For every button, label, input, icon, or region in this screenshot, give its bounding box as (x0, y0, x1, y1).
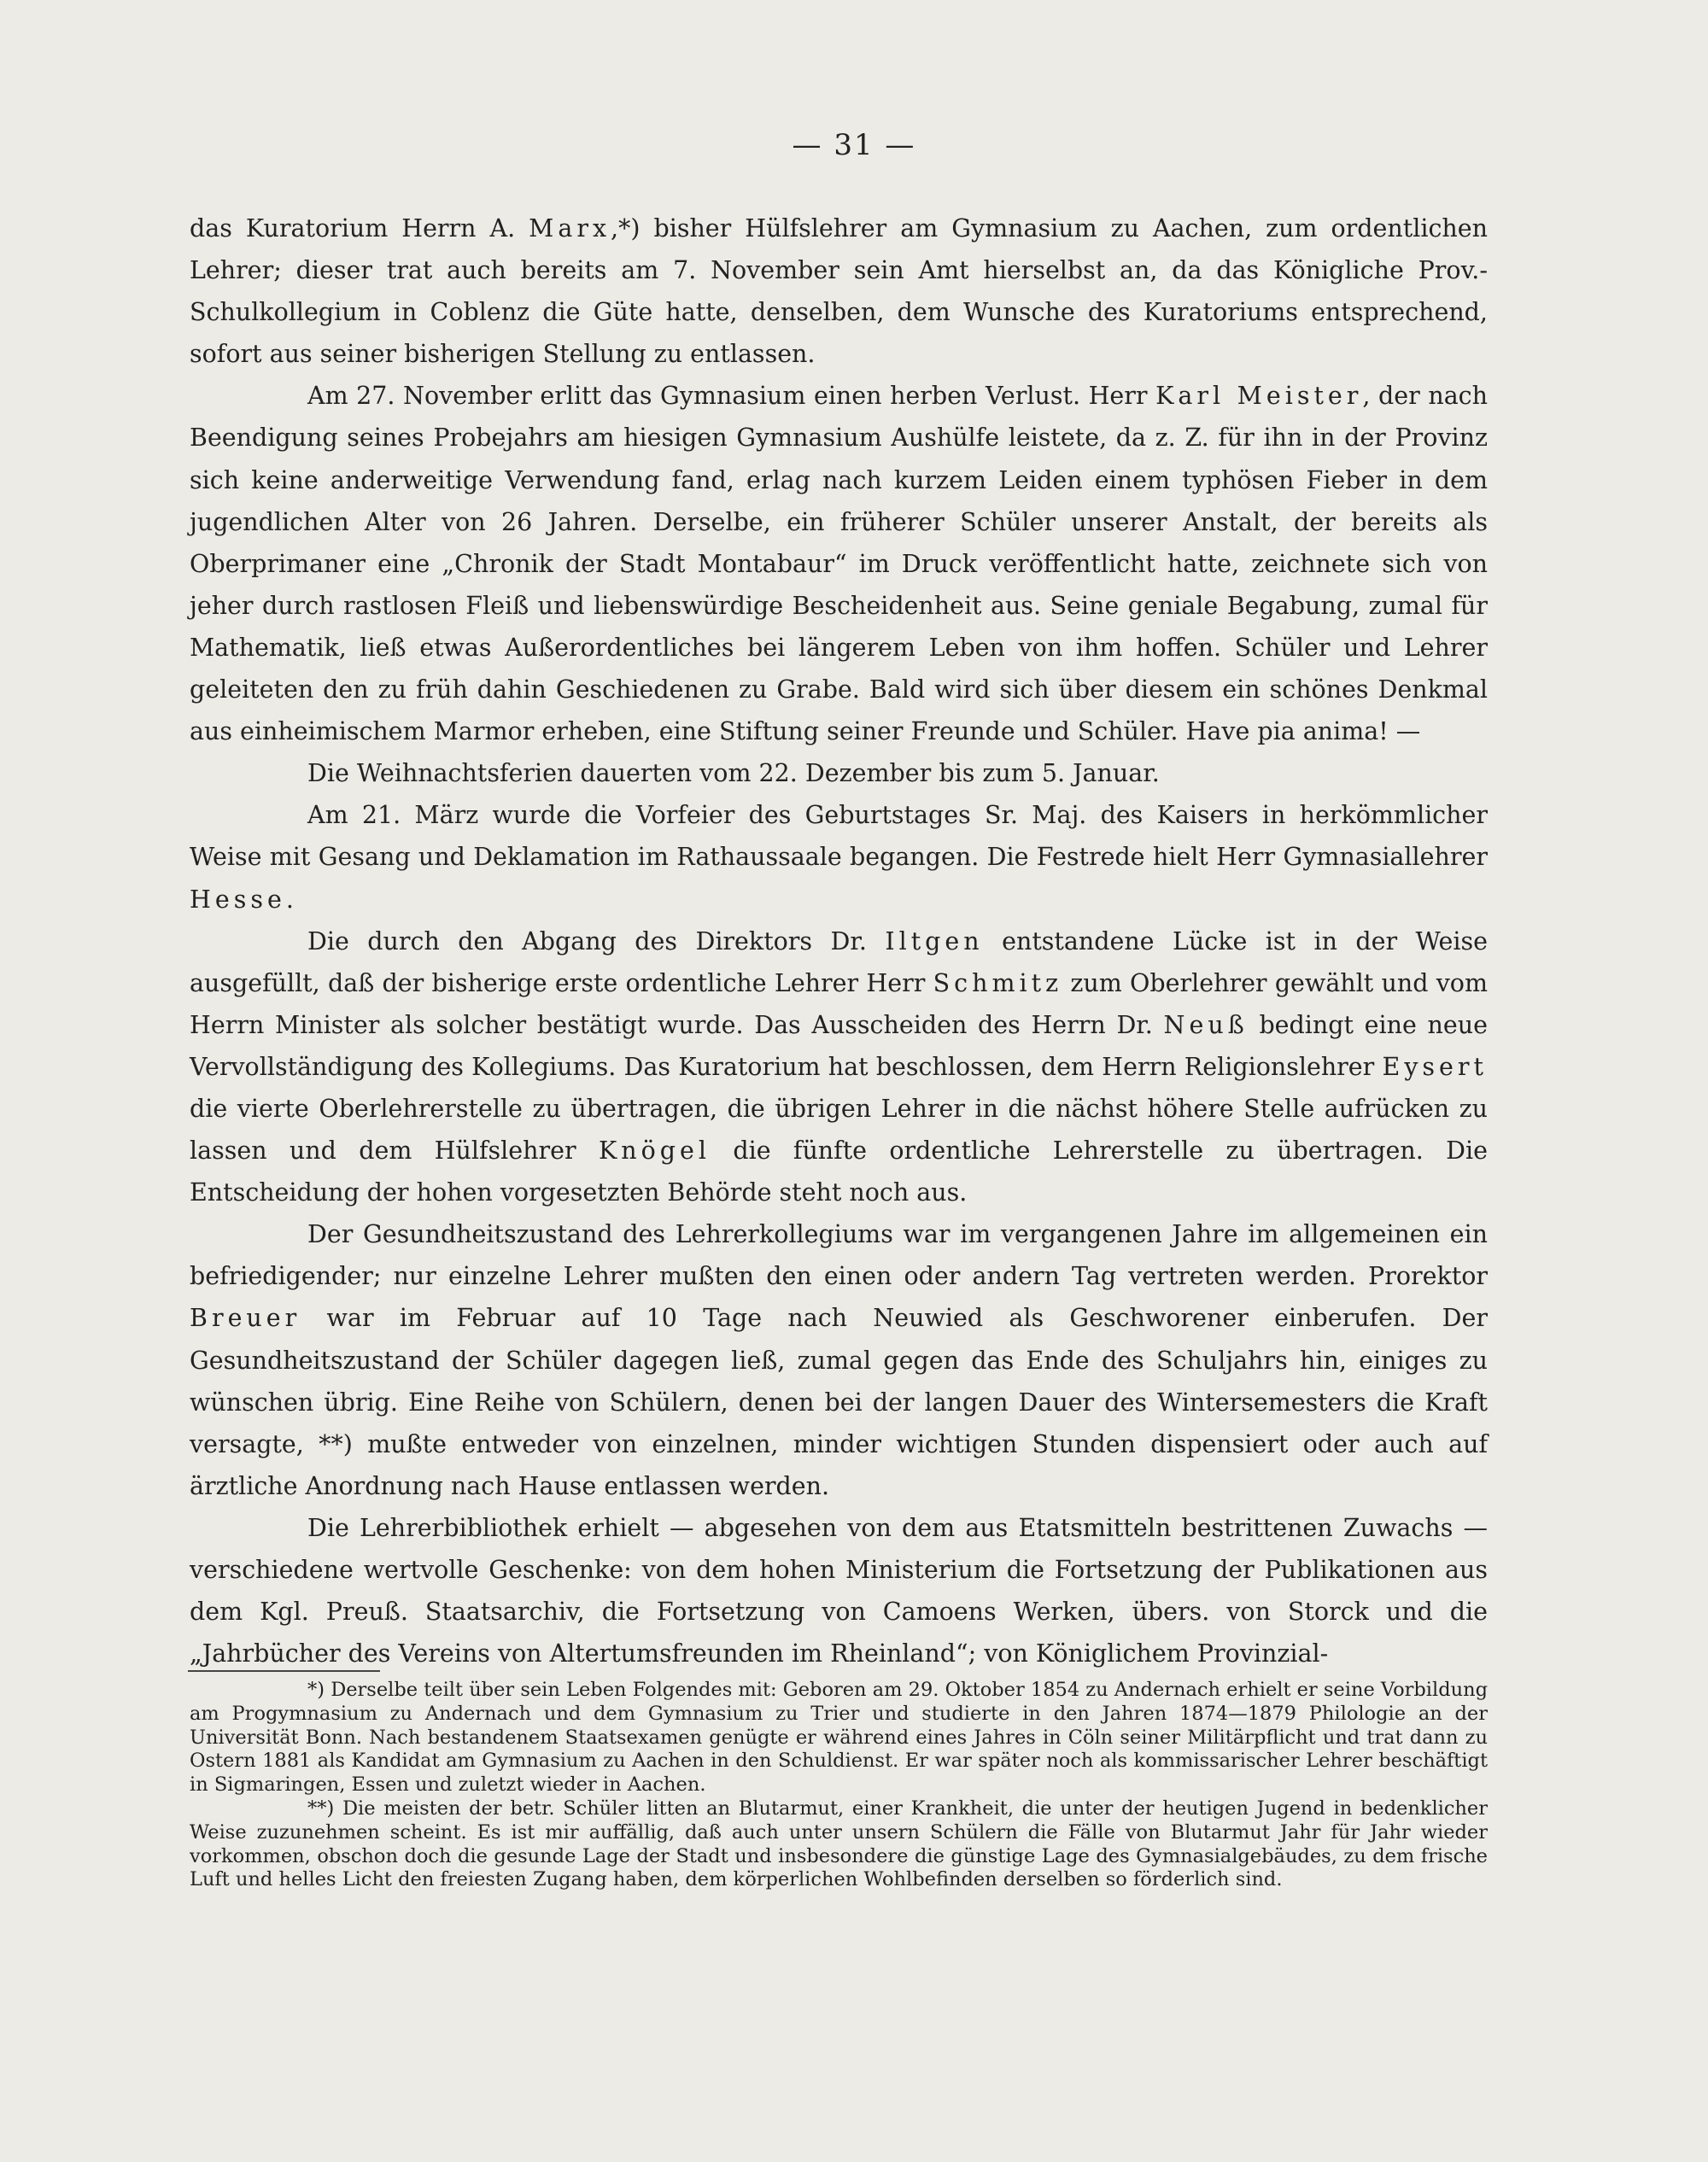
page-number: — 31 — (792, 128, 916, 162)
paragraph-weihnachtsferien: Die Weihnachtsferien dauerten vom 22. Dezember bis zum 5. Januar. (307, 759, 1160, 788)
spaced-name-hesse: Hesse (190, 885, 286, 914)
footnotes (190, 1679, 1488, 1892)
spaced-name-iltgen: Iltgen (885, 926, 984, 955)
footnote-1: *) Derselbe teilt über sein Leben Folgendes mit: Geboren am 29. Oktober 1854 zu Andernach erhielt er seine Vorbildung am Progymnasium zu Andernach und dem Gymnasium zu Trier und studierte in den Jahren 1874—1879 Philologie an der Universität Bonn. Nach bestandenem Staatsexamen genügte er während eines Jahres in Cöln seiner Militärpflicht und trat dann zu Ostern 1881 als Kandidat am Gymnasium zu Aachen in den Schuldienst. Er war später noch als kommissarischer Lehrer beschäftigt in Sigmaringen, Essen und zuletzt wieder in Aachen. (190, 1679, 1488, 1797)
paragraph-personalien: Die durch den Abgang des Direktors Dr. Iltgen entstandene Lücke ist in der Weise ausgefüllt, daß der bisherige erste ordentliche Lehrer Herr Schmitz zum Oberlehrer gewählt und vom Herrn Minister als solcher bestätigt wurde. Das Ausscheiden des Herrn Dr. Neuß bedingt eine neue Vervollständigung des Kollegiums. Das Kuratorium hat beschlossen, dem Herrn Religionslehrer Eysert die vierte Oberlehrerstelle zu übertragen, die übrigen Lehrer in die nächst höhere Stelle aufrücken zu lassen und dem Hülfslehrer Knögel die fünfte ordentliche Lehrerstelle zu übertragen. Die Entscheidung der hohen vorgesetzten Behörde steht noch aus. (190, 926, 1488, 1207)
spaced-name-eysert: Eysert (1382, 1052, 1488, 1081)
spaced-name-knoegel: Knögel (598, 1137, 711, 1166)
footnote-2: **) Die meisten der betr. Schüler litten an Blutarmut, einer Krankheit, die unter der heutigen Jugend in bedenklicher Weise zuzunehmen scheint. Es ist mir auffällig, daß auch unter unsern Schülern die Fälle von Blutarmut Jahr für Jahr wieder vorkommen, obschon doch die gesunde Lage der Stadt und insbesondere die günstige Lage des Gymnasialgebäudes, zu dem frische Luft und helles Licht den freiesten Zugang haben, dem körperlichen Wohlbefinden derselben so förderlich sind. (190, 1797, 1488, 1891)
footnote-divider (188, 1670, 380, 1672)
spaced-name-meister: Karl Meister (1155, 382, 1363, 411)
paragraph-kuratorium: das Kuratorium Herrn A. Marx,*) bisher Hülfslehrer am Gymnasium zu Aachen, zum ordentlichen Lehrer; dieser trat auch bereits am 7. November sein Amt hierselbst an, da das Königliche Prov.-Schulkollegium in Coblenz die Güte hatte, denselben, dem Wunsche des Kuratoriums entsprechend, sofort aus seiner bisherigen Stellung zu entlassen. (190, 214, 1488, 369)
spaced-name-neuss: Neuß (1163, 1010, 1249, 1039)
main-text (190, 207, 1488, 1674)
spaced-name-schmitz: Schmitz (933, 968, 1063, 997)
paragraph-gesundheitszustand: Der Gesundheitszustand des Lehrerkollegiums war im vergangenen Jahre im allgemeinen ein befriedigender; nur einzelne Lehrer mußten den einen oder andern Tag vertreten werden. Prorektor Breuer war im Februar auf 10 Tage nach Neuwied als Geschworener einberufen. Der Gesundheitszustand der Schüler dagegen ließ, zumal gegen das Ende des Schuljahrs hin, einiges zu wünschen übrig. Eine Reihe von Schülern, denen bei der langen Dauer des Wintersemesters die Kraft versagte, **) mußte entweder von einzelnen, minder wichtigen Stunden dispensiert oder auch auf ärztliche Anordnung nach Hause entlassen werden. (190, 1220, 1488, 1500)
spaced-name-marx: Marx (529, 214, 611, 242)
paragraph-kaisers-geburtstag: Am 21. März wurde die Vorfeier des Geburtstages Sr. Maj. des Kaisers in herkömmlicher Weise mit Gesang und Deklamation im Rathaussaale begangen. Die Festrede hielt Herr Gymnasiallehrer Hesse. (190, 801, 1488, 914)
spaced-name-breuer: Breuer (190, 1304, 301, 1333)
paragraph-meister-obituary: Am 27. November erlitt das Gymnasium einen herben Verlust. Herr Karl Meister, der nach Beendigung seines Probejahrs am hiesigen Gymnasium Aushülfe leistete, da z. Z. für ihn in der Provinz sich keine anderweitige Verwendung fand, erlag nach kurzem Leiden einem typhösen Fieber in dem jugendlichen Alter von 26 Jahren. Derselbe, ein früherer Schüler unserer Anstalt, der bereits als Oberprimaner eine „Chronik der Stadt Montabaur“ im Druck veröffentlicht hatte, zeichnete sich von jeher durch rastlosen Fleiß und liebenswürdige Bescheidenheit aus. Seine geniale Begabung, zumal für Mathematik, ließ etwas Außerordentliches bei längerem Leben von ihm hoffen. Schüler und Lehrer geleiteten den zu früh dahin Geschiedenen zu Grabe. Bald wird sich über diesem ein schönes Denkmal aus einheimischem Marmor erheben, eine Stiftung seiner Freunde und Schüler. Have pia anima! — (190, 382, 1488, 746)
paragraph-lehrerbibliothek: Die Lehrerbibliothek erhielt — abgesehen von dem aus Etatsmitteln bestrittenen Zuwachs — verschiedene wertvolle Geschenke: von dem hohen Ministerium die Fortsetzung der Publikationen aus dem Kgl. Preuß. Staatsarchiv, die Fortsetzung von Camoens Werken, übers. von Storck und die „Jahrbücher des Vereins von Altertumsfreunden im Rheinland“; von Königlichem Provinzial- (190, 1513, 1488, 1668)
